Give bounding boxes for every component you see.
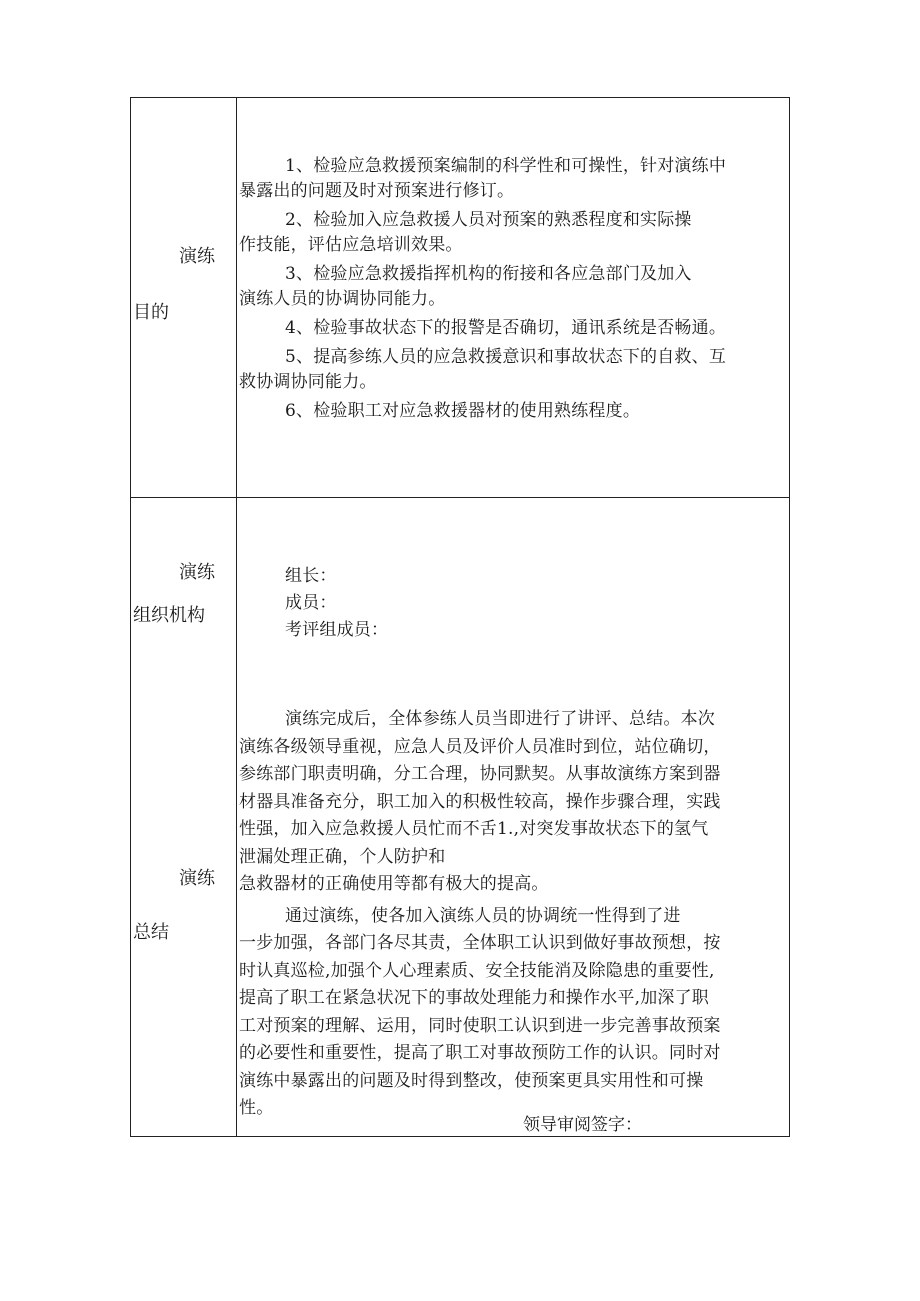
summary-p1-l5: 性强，加入应急救援人员忙而不舌1.,对突发事故状态下的氢气 [239,819,709,839]
purpose-item-5-cont: 救协调协同能力。 [239,372,377,392]
organization-label-line2: 组织机构 [133,605,205,626]
organization-label-line1: 演练 [179,562,215,583]
purpose-item-1: 1、检验应急救援预案编制的科学性和可操性，针对演练中 [285,156,727,176]
purpose-item-4: 4、检验事故状态下的报警是否确切，通讯系统是否畅通。 [285,318,727,338]
summary-p1-l2: 演练各级领导重视，应急人员及评价人员准时到位，站位确切， [239,736,721,757]
organization-members [239,563,787,644]
summary-p1-l3: 参练部门职责明确，分工合理，协同默契。从事故演练方案到器 [239,764,721,784]
summary-p2-l5: 工对预案的理解、运用，同时使职工认识到进一步完善事故预案 [239,1015,721,1036]
summary-p1-l4: 材器具准备充分，职工加入的积极性较高，操作步骤合理，实践 [239,791,721,812]
purpose-item-6: 6、检验职工对应急救援器材的使用熟练程度。 [285,401,641,421]
purpose-item-5: 5、提高参练人员的应急救援意识和事故状态下的自救、互 [285,347,727,367]
summary-p2-l8: 性。 [239,1098,274,1118]
purpose-item-2-cont: 作技能，评估应急培训效果。 [239,235,463,255]
summary-p2-l7: 演练中暴露出的问题及时得到整改，使预案更具实用性和可操 [239,1070,704,1091]
column-divider [236,98,237,1136]
leader-signature-label: 领导审阅签字： [523,1115,642,1135]
summary-p2-l4: 提高了职工在紧急状况下的事故处理能力和操作水平,加深了职 [239,988,710,1008]
drill-record-table [130,97,790,1137]
purpose-item-3-cont: 演练人员的协调协同能力。 [239,289,446,309]
summary-p2-l2: 一步加强，各部门各尽其责，全体职工认识到做好事故预想，按 [239,933,721,953]
purpose-items [239,154,787,424]
purpose-label-line1: 演练 [179,246,215,267]
purpose-item-2: 2、检验加入应急救援人员对预案的熟悉程度和实际操 [285,210,692,230]
org-members: 成员： [285,593,337,613]
purpose-item-1-cont: 暴露出的问题及时对预案进行修订。 [239,181,515,201]
summary-label-line2: 总结 [133,922,169,943]
summary-p2-l3: 时认真巡检,加强个人心理素质、安全技能消及除隐患的重要性, [239,960,715,981]
org-leader: 组长： [285,566,337,586]
purpose-item-3: 3、检验应急救援指挥机构的衔接和各应急部门及加入 [285,264,692,284]
summary-p1-l6: 泄漏处理正确，个人防护和 [239,846,446,867]
summary-p1-l1: 演练完成后，全体参练人员当即进行了讲评、总结。本次 [285,709,715,729]
purpose-label-line2: 目的 [133,302,169,323]
org-reviewers: 考评组成员： [285,620,389,640]
row-divider [131,497,789,498]
summary-label-line1: 演练 [179,868,215,889]
summary-p2-l1: 通过演练，使各加入演练人员的协调统一性得到了进 [285,905,681,926]
summary-p2-l6: 的必要性和重要性，提高了职工对事故预防工作的认识。同时对 [239,1043,721,1063]
summary-p1-l7: 急救器材的正确使用等都有极大的提高。 [239,874,549,894]
summary-text [239,706,787,1123]
